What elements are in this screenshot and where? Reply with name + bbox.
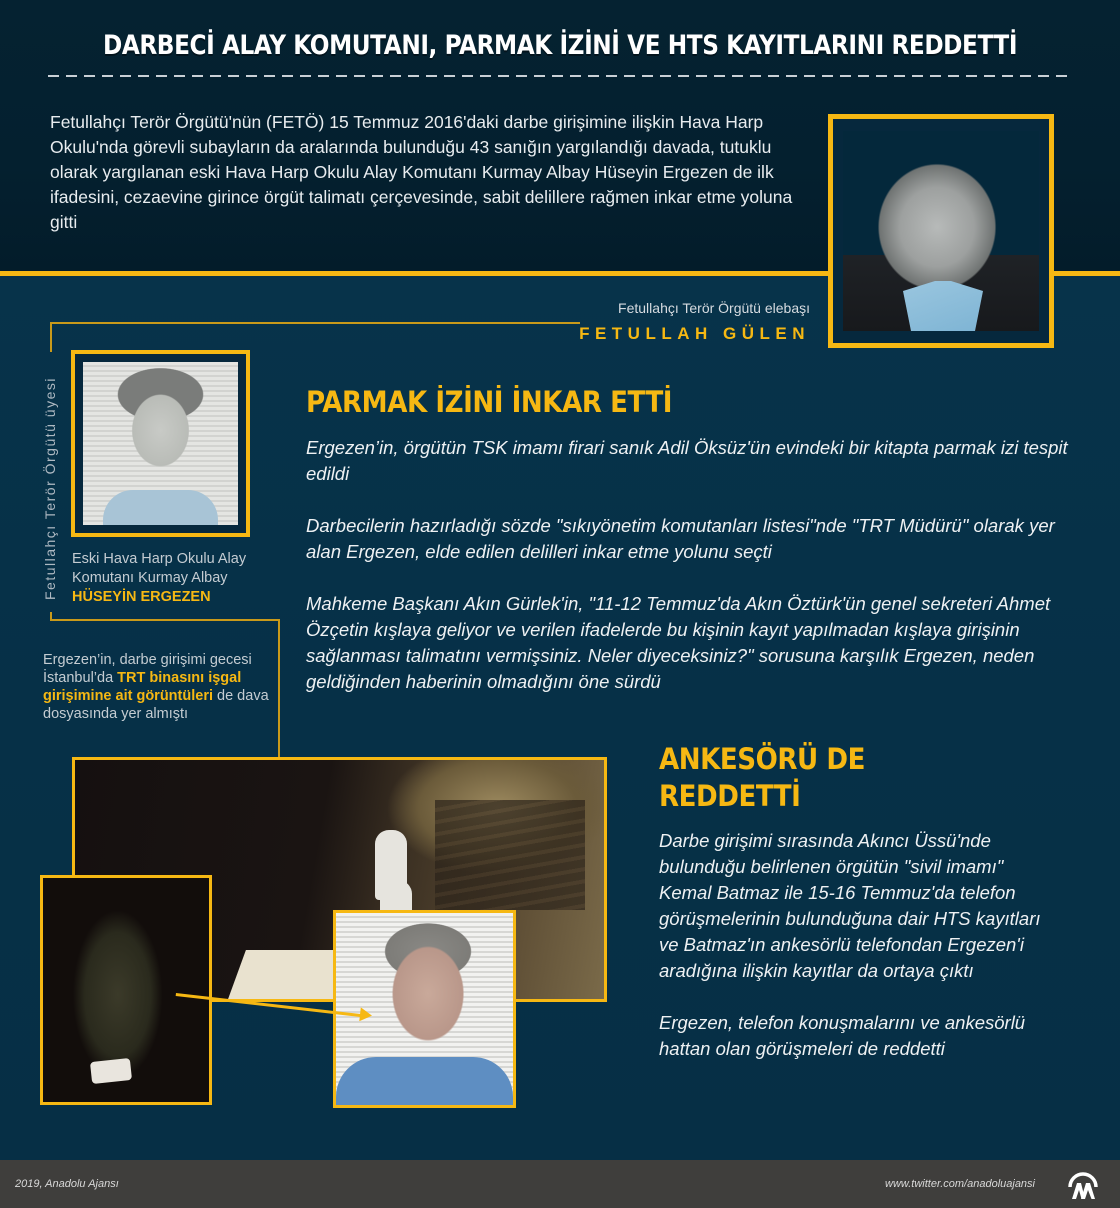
section1-paragraph: Darbecilerin hazırladığı sözde "sıkıyönetim komutanları listesi"nde "TRT Müdürü" olarak yer alan Ergezen, elde edilen delilleri inkar etme yolunu seçti [306,515,1055,562]
section1-paragraph: Ergezen’in, örgütün TSK imamı firari sanık Adil Öksüz'ün evindeki bir kitapta parmak izi tespit edildi [306,437,1068,484]
trt-note [43,651,278,723]
gulen-caption [560,300,810,344]
gulen-role: Fetullahçı Terör Örgütü elebaşı [618,300,810,316]
ergezen-photo [83,362,238,525]
aa-logo-icon [1066,1167,1100,1201]
stairs [435,800,585,910]
page-title: DARBECİ ALAY KOMUTANI, PARMAK İZİNİ VE HTS KAYITLARINI REDDETTİ [102,30,1018,61]
trt-note-text: Ergezen’in, darbe girişimi gecesi İstanbul’da [43,652,252,686]
connector-line [50,322,580,324]
shirt-collar [903,281,983,331]
ergezen-title-line1: Eski Hava Harp Okulu Alay [72,551,247,567]
trt-note-text: de dava dosyasında yer almıştı [43,688,269,722]
footer [0,1160,1120,1208]
section2-heading-line: REDDETTİ [659,779,801,813]
arrow-head-icon [359,1007,373,1022]
gulen-photo [843,131,1039,331]
shirt [336,1057,513,1105]
connector-line [50,619,279,621]
copyright: 2019, Anadolu Ajansı [15,1178,119,1190]
gulen-name: FETULLAH GÜLEN [579,324,810,343]
section2-paragraph: Ergezen, telefon konuşmalarını ve ankesörlü hattan olan görüşmeleri de reddetti [659,1012,1026,1059]
ergezen-name: HÜSEYİN ERGEZEN [72,589,211,605]
connector-line [278,619,280,758]
ergezen-photo-frame [71,350,250,537]
section2-heading [659,741,865,815]
section1-body [306,435,1076,721]
trt-note-highlight: TRT binasını işgal girişimine ait görüntüleri [43,670,242,704]
section2-body [659,828,1059,1088]
section2-heading-line: ANKESÖRÜ DE [659,742,866,776]
twitter-link[interactable]: www.twitter.com/anadoluajansi [885,1178,1035,1190]
dashed-divider [48,75,1070,77]
paper-plate [90,1058,132,1084]
section1-heading: PARMAK İZİNİ İNKAR ETTİ [306,385,673,419]
ergezen-caption [72,550,282,607]
shirt [103,490,218,525]
gulen-photo-frame [828,114,1054,348]
section1-paragraph: Mahkeme Başkanı Akın Gürlek'in, "11-12 Temmuz'da Akın Öztürk'ün genel sekreteri Ahmet Özçetin kışlaya geliyor ve verilen ifadelerde bu kişinin kayıt yapılmadan kışlaya girişinin sağlanması talimatını vermişsiniz. Neler diyeceksiniz?" sorusuna karşılık Ergezen, neden geldiğinden haberinin olmadığını öne sürdü [306,593,1051,692]
intro-text: Fetullahçı Terör Örgütü'nün (FETÖ) 15 Temmuz 2016'daki darbe girişimine ilişkin Hava Harp Okulu'nda görevli subayların da aralarında bulunduğu 43 sanığın yargılandığı davada, tutuklu olarak yargılanan eski Hava Harp Okulu Alay Komutanı Kurmay Albay Hüseyin Ergezen de ilk ifadesini, cezaevine girince örgüt talimatı çerçevesinde, sabit delillere rağmen inkar etme yoluna gitti [50,112,793,232]
section2-paragraph: Darbe girişimi sırasında Akıncı Üssü'nde bulunduğu belirlenen örgütün "sivil imamı" Kemal Batmaz ile 15-16 Temmuz'da telefon görüşmelerinin bulunduğuna dair HTS kayıtları ve Batmaz'ın ankesörlü telefondan Ergezen'i aradığına ilişkin kayıtlar da ortaya çıktı [659,830,1041,981]
soldier-image [40,875,212,1105]
ergezen-title-line2: Komutanı Kurmay Albay [72,570,228,586]
fetö-member-label: Fetullahçı Terör Örgütü üyesi [42,377,58,600]
